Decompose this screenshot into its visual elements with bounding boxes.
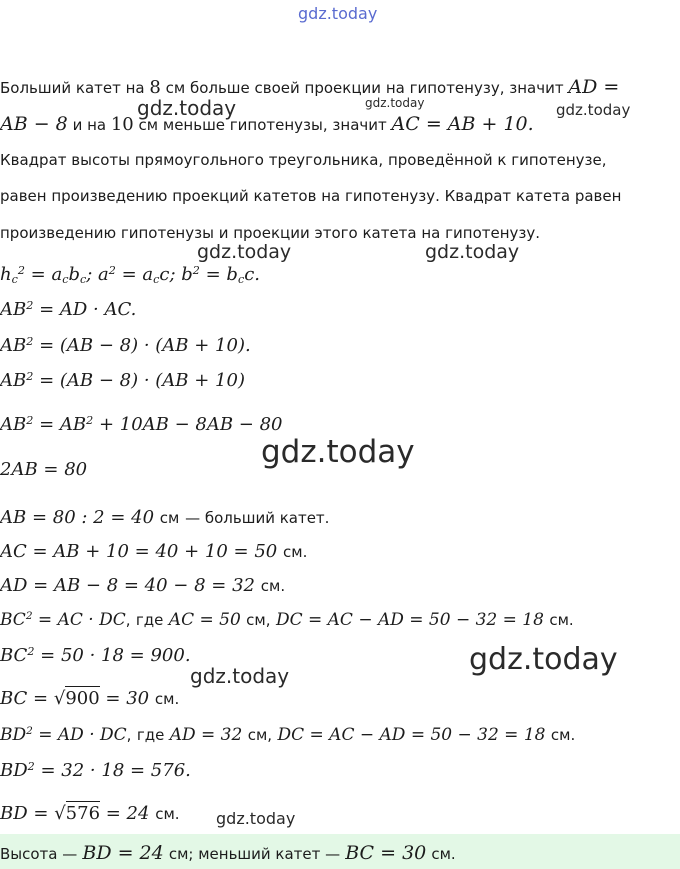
watermark: gdz.today [298,4,378,23]
equation-2: $AB^2 = (AB - 8) \cdot (AB + 10)$. [0,334,251,356]
watermark: gdz.today [365,96,425,110]
intro-line-5: произведению гипотенузы и проекции этого катета на гипотенузу. [0,224,541,242]
watermark: gdz.today [190,664,290,688]
watermark: gdz.today [261,434,415,470]
watermark: gdz.today [556,101,631,119]
step-bd-squared-value: $BD^2 = 32 \cdot 18 = 576$. [0,759,191,781]
formula-heights: $h_c^2 = a_cb_c$; $a^2 = a_cc$; $b^2 = b_cc$. [0,263,261,286]
watermark: gdz.today [216,809,296,828]
step-ac: AC = AB + 10 = 40 + 10 = 50 см. [0,541,308,562]
intro-line-2: AB − 8 и на 10 см меньше гипотенузы, значит AC = AB + 10. [0,113,534,135]
equation-3: $AB^2 = (AB - 8) \cdot (AB + 10)$ [0,369,245,391]
answer-box [0,834,680,869]
step-ab: AB = 80 : 2 = 40 см — больший катет. [0,507,330,528]
equation-1: $AB^2$ = AD · AC. [0,298,137,320]
step-bc-squared-value: $BC^2 = 50 \cdot 18 = 900$. [0,644,191,666]
equation-5: 2AB = 80 [0,459,88,480]
step-bd-squared-formula: $BD^2$ = AD · DC, где AD = 32 см, DC = AC − AD = 50 − 32 = 18 см. [0,725,576,745]
step-bd: BD = √576 = 24 см. [0,803,180,824]
answer-text: Высота — BD = 24 см; меньший катет — BC = 30 см. [0,842,456,864]
intro-line-4: равен произведению проекций катетов на гипотенузу. Квадрат катета равен [0,187,622,205]
step-bc: BC = √900 = 30 см. [0,688,180,709]
watermark: gdz.today [137,96,237,120]
equation-4: $AB^2 = AB^2 + 10AB - 8AB - 80$ [0,413,283,435]
watermark: gdz.today [197,241,292,263]
watermark: gdz.today [425,241,520,263]
step-ad: AD = AB − 8 = 40 − 8 = 32 см. [0,575,286,596]
watermark: gdz.today [469,642,618,677]
intro-line-1: Больший катет на 8 см больше своей проекции на гипотенузу, значит AD = [0,76,620,98]
intro-line-3: Квадрат высоты прямоугольного треугольника, проведённой к гипотенузе, [0,151,607,169]
step-bc-squared-formula: $BC^2$ = AC · DC, где AC = 50 см, DC = AC − AD = 50 − 32 = 18 см. [0,610,574,630]
